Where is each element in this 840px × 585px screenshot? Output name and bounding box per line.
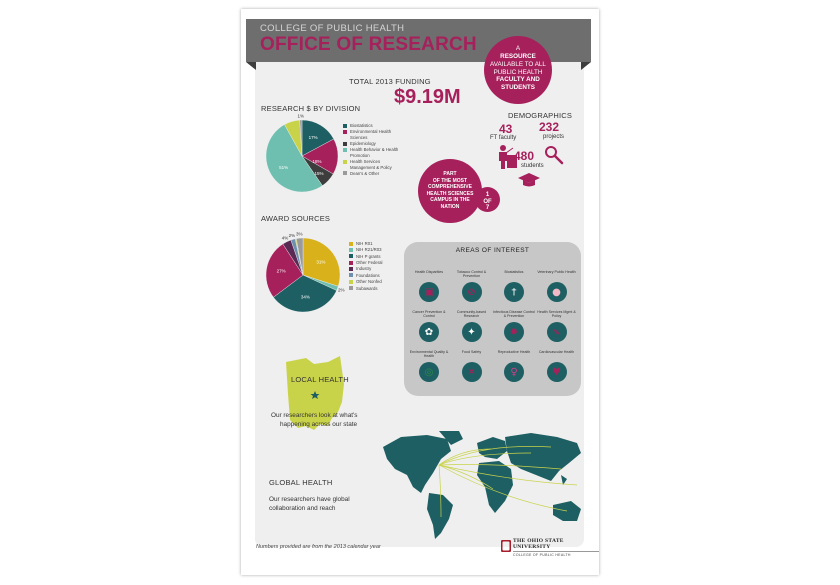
area-of-interest-item [536,270,578,302]
legend-label: NIH R01 [356,241,373,246]
area-of-interest-item [451,270,493,302]
legend-label: Health Services Management & Policy [350,159,392,170]
pie-data-label: 1% [297,113,304,119]
funding-amount: $9.19M [394,86,461,108]
area-label: Tobacco Control & Prevention [456,270,487,279]
osu-logo [501,538,599,557]
area-of-interest-item [536,350,578,382]
legend-label: Health Behavior & Health Promotion [350,147,399,158]
local-text: Our researchers look at what's [271,412,358,419]
campus-line: OF THE MOST [432,177,468,184]
division-title: RESEARCH $ BY DIVISION [261,104,361,113]
area-of-interest-item [408,350,450,382]
resource-callout [484,36,552,104]
pie-data-label: 4% [281,235,289,241]
one-of-seven-badge [475,187,500,212]
houses-icon: ▣ [419,282,439,302]
campus-line: COMPREHENSIVE [428,184,472,190]
banner-fold-right [581,62,591,70]
resource-line: AVAILABLE TO ALL [490,60,546,68]
area-label: Community-based Research [456,310,487,319]
no-smoking-icon: ⊘ [462,282,482,302]
legend-label: Other Nonfed [356,279,382,285]
legend-label: Epidemiology [350,141,376,147]
pie-data-label: 2% [288,233,296,239]
legend-label: Subawards [356,285,378,291]
resource-line: RESOURCE [500,52,536,60]
header-subtitle: COLLEGE OF PUBLIC HEALTH [260,23,405,34]
campus-line: PART [443,171,457,177]
campus-line: NATION [440,203,460,210]
university-name: THE OHIO STATE UNIVERSITY [513,538,564,550]
demographics-title: DEMOGRAPHICS [508,111,573,120]
area-of-interest-item [408,270,450,302]
legend-item [349,286,409,291]
legend-swatch [343,142,347,146]
legend-label: NIH P grants [356,253,381,259]
legend-label: Other Federal [356,260,383,266]
area-of-interest-item [493,270,535,302]
global-title: GLOBAL HEALTH [269,478,333,487]
pie-data-label: 3% [296,231,303,237]
legend-item [349,273,409,278]
legend-label: Industry [356,266,372,272]
pie-data-label: 27% [276,268,286,274]
local-title: LOCAL HEALTH [291,375,349,384]
legend-item [349,241,409,246]
award-title: AWARD SOURCES [261,214,331,223]
stethoscope-icon: ∿ [547,322,567,342]
area-label: Cardiovascular Health [538,350,575,354]
global-text: collaboration and reach [269,504,336,512]
projects-label: projects [543,134,565,140]
global-text: Our researchers have global [269,496,350,503]
legend-item [343,147,403,158]
legend-label: Biostatistics [350,123,373,128]
legend-swatch [343,160,347,164]
legend-item [343,123,403,128]
area-of-interest-item [536,310,578,342]
virus-icon: ✹ [504,322,524,342]
legend-item [343,129,403,140]
header-title: OFFICE OF RESEARCH [260,34,477,55]
students-label: students [521,163,544,169]
legend-item [349,247,409,252]
badge-line: OF [483,198,492,205]
badge-line: 1 [485,192,490,198]
legend-item [343,141,403,146]
pie-data-label: 34% [300,294,310,300]
resource-line: FACULTY AND [496,76,540,84]
legend-label: Foundations [356,272,380,278]
legend-item [343,171,403,176]
legend-item [349,260,409,265]
pig-icon: ● [547,282,567,302]
legend-item [349,279,409,284]
areas-of-interest-panel [404,242,581,396]
award-pie-chart [265,231,345,313]
resource-line: A [515,45,521,52]
area-of-interest-item [493,310,535,342]
pie-data-label: 18% [312,159,322,164]
poster [241,9,599,575]
area-label: Health Disparities [414,270,444,274]
area-label: Food Safety [461,350,482,354]
area-label: Cancer Prevention & Control [412,310,446,319]
local-text: happening across our state [280,420,358,428]
legend-swatch [349,248,353,252]
campus-line: CAMPUS IN THE [430,197,470,203]
legend-label: Dean's & Other [350,170,380,176]
pie-data-label: 31% [316,259,326,265]
campus-callout [418,159,482,223]
block-o-icon [501,540,511,552]
area-of-interest-item [493,350,535,382]
world-map [381,429,586,541]
utensils-icon: ✕ [462,362,482,382]
legend-swatch [349,254,353,258]
funding-label: TOTAL 2013 FUNDING [349,77,431,86]
legend-swatch [343,124,347,128]
legend-swatch [349,261,353,265]
banner-fold-left [246,62,256,70]
legend-item [349,254,409,259]
legend-item [343,159,403,170]
pie-data-label: 51% [279,164,289,170]
areas-title: AREAS OF INTEREST [455,247,530,254]
heart-icon: ♥ [547,362,567,382]
graduation-cap-icon [517,172,541,188]
legend-swatch [349,273,353,277]
area-of-interest-item [451,310,493,342]
area-label: Reproductive Health [497,350,531,354]
area-of-interest-item [451,350,493,382]
area-label: Health Services Mgmt & Policy [537,310,576,319]
legend-swatch [343,130,347,134]
globe-icon: ◎ [419,362,439,382]
pie-data-label: 15% [314,171,324,176]
faculty-count: 43 [499,122,513,136]
footnote: Numbers provided are from the 2013 calendar year [256,544,381,550]
pie-data-label: 17% [308,134,318,140]
campus-line: HEALTH SCIENCES [426,190,474,197]
legend-label: Environmental Health Sciences [350,129,392,140]
award-legend [349,241,409,292]
legend-swatch [349,267,353,271]
faculty-label: FT faculty [490,135,517,141]
legend-swatch [343,171,347,175]
legend-swatch [349,286,353,290]
global-description [269,496,350,513]
magnifier-icon [544,145,564,165]
badge-line: 7 [485,205,490,212]
division-pie-chart [265,113,339,193]
college-name: COLLEGE OF PUBLIC HEALTH [513,551,599,557]
area-of-interest-item [408,310,450,342]
legend-label: NIH R21/R03 [356,247,382,253]
pregnant-woman-icon: ♀ [504,362,524,382]
legend-swatch [349,242,353,246]
division-legend [343,123,403,177]
resource-line: STUDENTS [501,84,535,92]
hands-icon: ✦ [462,322,482,342]
legend-swatch [343,148,347,152]
area-label: Infectious Disease Control & Prevention [493,310,535,319]
projects-count: 232 [539,120,560,134]
area-label: Veterinary Public Health [537,270,576,274]
resource-line: PUBLIC HEALTH [493,68,543,76]
area-label: Biostatistics [504,270,524,274]
students-count: 480 [514,149,535,163]
local-description [271,412,357,429]
legend-item [349,266,409,271]
pie-data-label: 2% [337,287,345,293]
area-label: Environmental Quality & Health [409,350,449,359]
ribbon-icon: ✿ [419,322,439,342]
legend-swatch [349,280,353,284]
people-icon: † [504,282,524,302]
